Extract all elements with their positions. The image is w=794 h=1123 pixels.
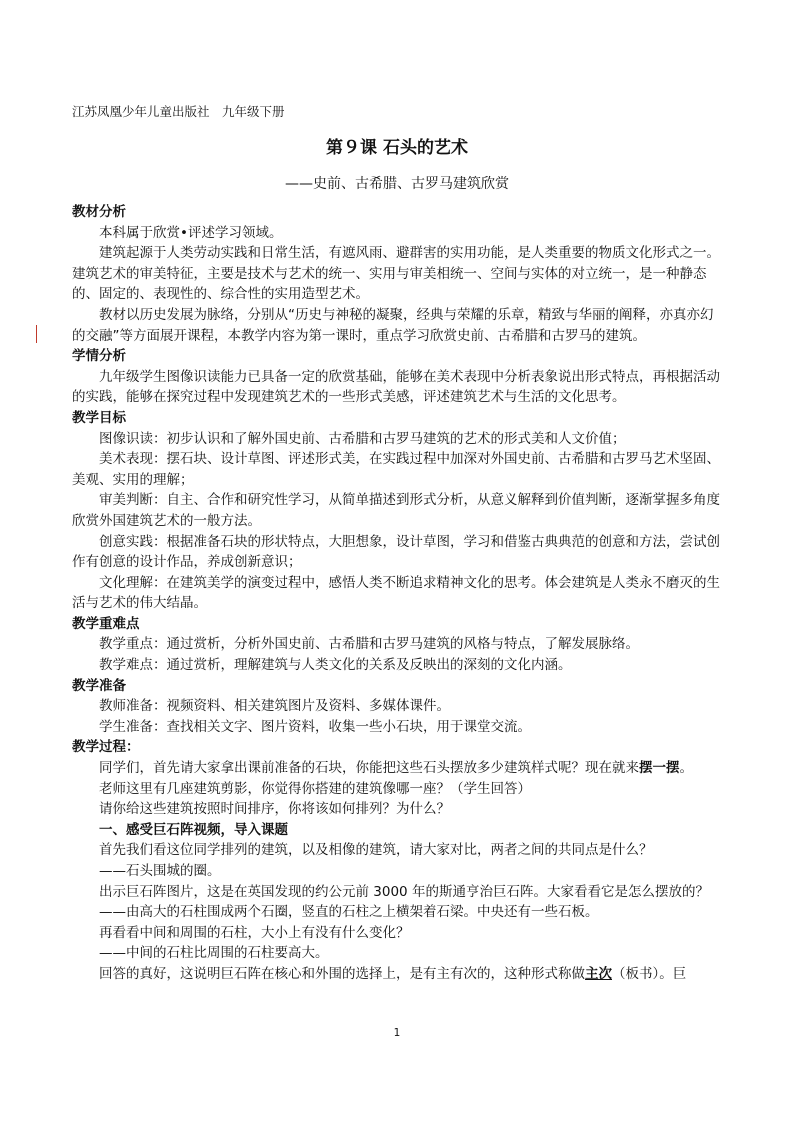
paragraph: 教材以历史发展为脉络，分别从“历史与神秘的凝聚，经典与荣耀的乐章，精致与华丽的阐释，亦真亦幻的交融”等方面展开课程，本教学内容为第一课时，重点学习欣赏史前、古希腊和古罗马的建筑。 xyxy=(72,306,714,344)
margin-mark xyxy=(36,325,37,343)
document-body xyxy=(72,202,720,985)
underlined-emphasis: 主次 xyxy=(585,965,612,982)
section-heading-preparation: 教学准备 xyxy=(72,677,126,694)
paragraph xyxy=(72,964,720,985)
section-heading-goals: 教学目标 xyxy=(72,409,126,426)
section-heading-key-points: 教学重难点 xyxy=(72,615,140,632)
page-number: 1 xyxy=(393,1027,401,1039)
publisher-header: 江苏凤凰少年儿童出版社 九年级下册 xyxy=(72,104,285,119)
text-run: （板书）。巨 xyxy=(612,965,687,982)
text-run: 。 xyxy=(679,760,693,777)
paragraph: 图像识读：初步认识和了解外国史前、古希腊和古罗马建筑的艺术的形式美和人文价值； xyxy=(99,430,626,447)
paragraph: 教师准备：视频资料、相关建筑图片及资料、多媒体课件。 xyxy=(99,698,450,715)
paragraph: 老师这里有几座建筑剪影，你觉得你搭建的建筑像哪一座？（学生回答） xyxy=(99,780,531,797)
paragraph: 建筑起源于人类劳动实践和日常生活，有遮风雨、避群害的实用功能，是人类重要的物质文化形式之一。建筑艺术的审美特征，主要是技术与艺术的统一、实用与审美相统一、空间与实体的对立统一，是一种静态的、固定的、表现性的、综合性的实用造型艺术。 xyxy=(72,245,720,303)
lesson-subtitle: ——史前、古希腊、古罗马建筑欣赏 xyxy=(285,176,509,192)
section-heading-process: 教学过程： xyxy=(72,739,140,756)
subsection-heading: 一、感受巨石阵视频，导入课题 xyxy=(99,821,288,838)
section-heading-analysis: 教材分析 xyxy=(72,204,126,220)
paragraph: 再看看中间和周围的石柱，大小上有没有什么变化？ xyxy=(99,924,410,941)
paragraph: 审美判断：自主、合作和研究性学习，从简单描述到形式分析，从意义解释到价值判断，逐渐掌握多角度欣赏外国建筑艺术的一般方法。 xyxy=(72,492,720,529)
paragraph: 教学重点：通过赏析，分析外国史前、古希腊和古罗马建筑的风格与特点，了解发展脉络。 xyxy=(99,636,639,653)
paragraph: ——由高大的石柱围成两个石圈，竖直的石柱之上横架着石梁。中央还有一些石板。 xyxy=(99,904,599,921)
paragraph xyxy=(72,758,720,779)
text-run: 回答的真好，这说明巨石阵在核心和外围的选择上，是有主有次的，这种形式称做 xyxy=(99,965,585,982)
paragraph: ——中间的石柱比周围的石柱要高大。 xyxy=(99,945,329,962)
section-heading-learners: 学情分析 xyxy=(72,348,126,365)
paragraph: 首先我们看这位同学排列的建筑，以及相像的建筑，请大家对比，两者之间的共同点是什么？ xyxy=(99,842,653,859)
lesson-title: 第９课 石头的艺术 xyxy=(326,138,468,158)
paragraph: 出示巨石阵图片，这是在英国发现的约公元前 3000 年的斯通亨治巨石阵。大家看看它是怎么摆放的？ xyxy=(99,883,709,900)
text-run: 同学们，首先请大家拿出课前准备的石块，你能把这些石头摆放多少建筑样式呢？现在就来 xyxy=(99,760,639,777)
paragraph: 九年级学生图像识读能力已具备一定的欣赏基础，能够在美术表现中分析表象说出形式特点，再根据活动的实践，能够在探究过程中发现建筑艺术的一些形式美感，评述建筑艺术与生活的文化思考。 xyxy=(72,368,720,406)
paragraph: ——石头围城的圈。 xyxy=(99,863,221,879)
paragraph: 美术表现：摆石块、设计草图、评述形式美，在实践过程中加深对外国史前、古希腊和古罗马艺术坚固、美观、实用的理解； xyxy=(72,451,720,488)
emphasis-text: 摆一摆 xyxy=(639,760,680,777)
paragraph: 教学难点：通过赏析，理解建筑与人类文化的关系及反映出的深刻的文化内涵。 xyxy=(99,657,572,674)
paragraph: 本科属于欣赏•评述学习领域。 xyxy=(99,224,283,241)
paragraph: 请你给这些建筑按照时间排序，你将该如何排列？为什么？ xyxy=(99,801,450,818)
paragraph: 创意实践：根据准备石块的形状特点，大胆想象，设计草图，学习和借鉴古典典范的创意和方法，尝试创作有创意的设计作品，养成创新意识； xyxy=(72,533,720,571)
paragraph: 学生准备：查找相关文字、图片资料，收集一些小石块，用于课堂交流。 xyxy=(99,718,531,735)
paragraph: 文化理解：在建筑美学的演变过程中，感悟人类不断追求精神文化的思考。体会建筑是人类永不磨灭的生活与艺术的伟大结晶。 xyxy=(72,574,720,612)
